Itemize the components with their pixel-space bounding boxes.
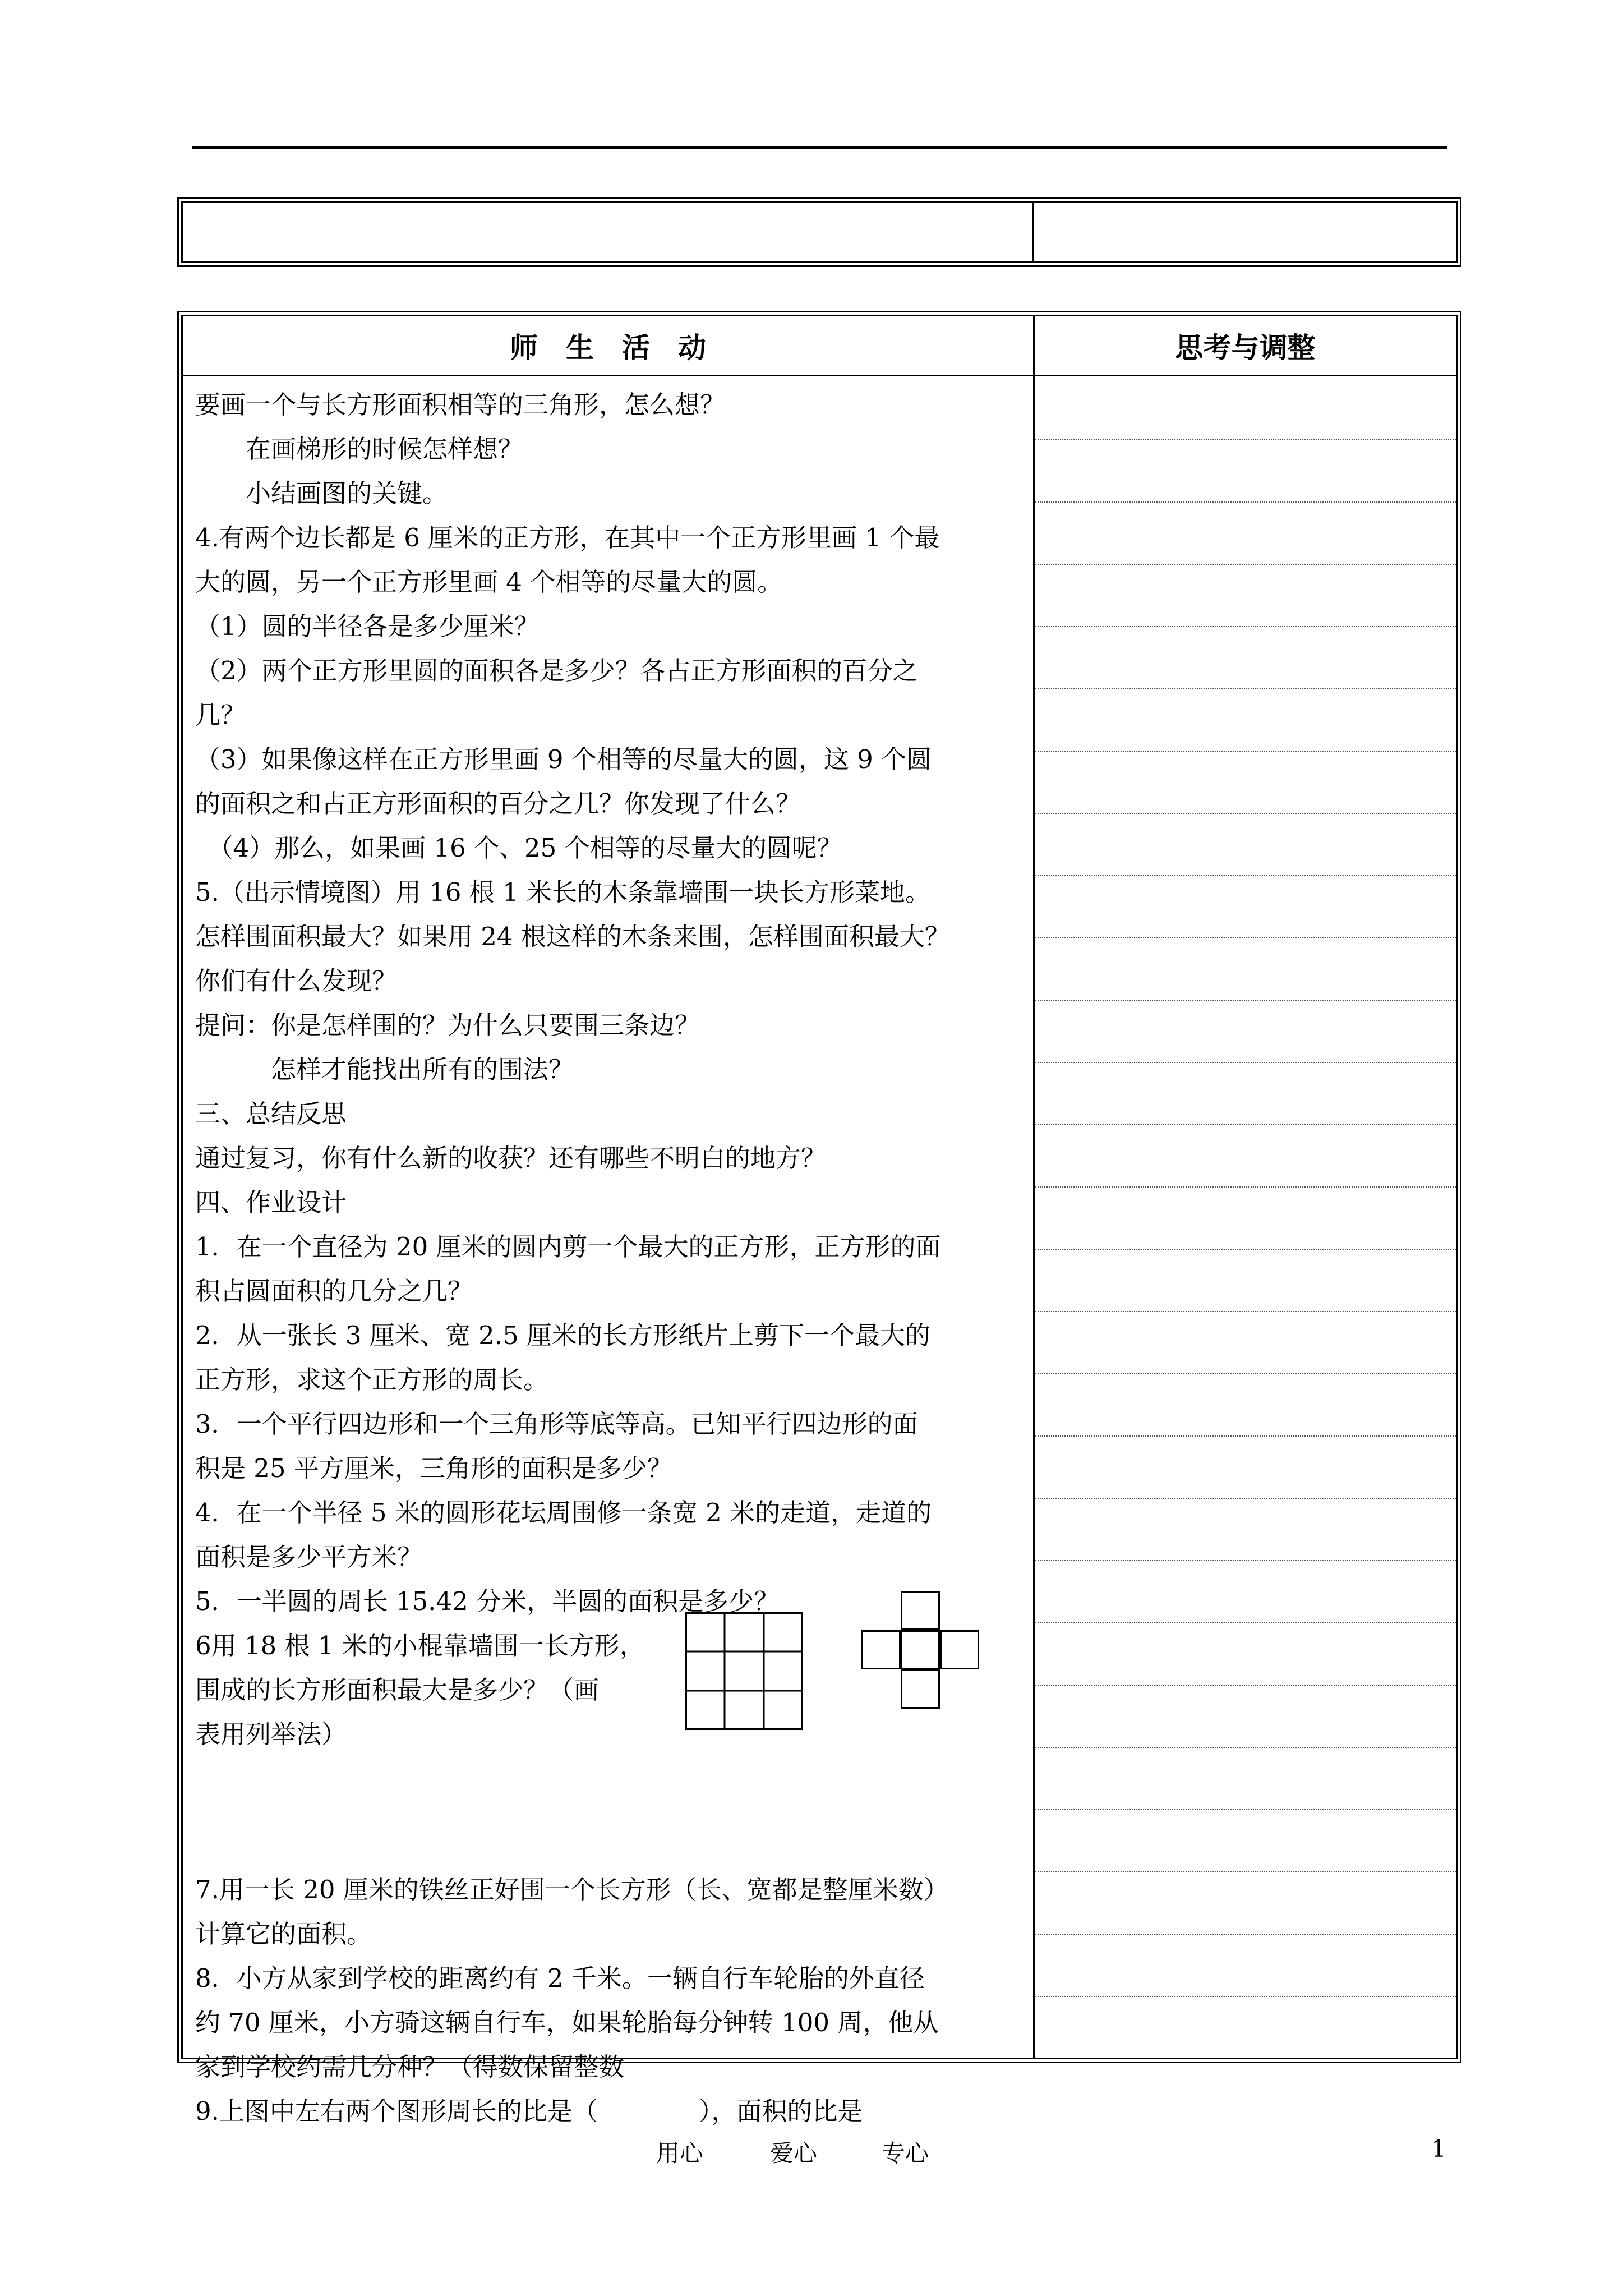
reflection-column-lines [1035, 377, 1456, 2058]
header-table [177, 197, 1461, 267]
reflection-rule-line [1035, 1373, 1456, 1374]
figure-gap [195, 1756, 1025, 1867]
lesson-table [177, 311, 1461, 2126]
header-row-divider [183, 375, 1456, 376]
text-line: 7.用一长 20 厘米的铁丝正好围一个长方形（长、宽都是整厘米数） [195, 1875, 949, 1904]
text-line: 4．在一个半径 5 米的圆形花坛周围修一条宽 2 米的走道，走道的 [195, 1498, 932, 1527]
reflection-rule-line [1035, 813, 1456, 814]
text-line: 3．一个平行四边形和一个三角形等底等高。已知平行四边形的面 [195, 1409, 918, 1439]
page-footer [0, 2135, 1623, 2169]
text-line: 的面积之和占正方形面积的百分之几？你发现了什么？ [195, 789, 801, 818]
reflection-rule-line [1035, 875, 1456, 876]
text-line: （4）那么，如果画 16 个、25 个相等的尽量大的圆呢？ [195, 833, 842, 863]
reflection-rule-line [1035, 1622, 1456, 1623]
grid-figure-outline [686, 1613, 803, 1729]
page-number: 1 [1431, 2135, 1446, 2162]
text-line: 怎样才能找出所有的围法？ [195, 1055, 574, 1084]
text-line: 4.有两个边长都是 6 厘米的正方形，在其中一个正方形里画 1 个最 [195, 523, 940, 553]
text-line: 面积是多少平方米？ [195, 1542, 423, 1572]
footer-text-1: 用心 [656, 2139, 704, 2167]
text-line: 1．在一个直径为 20 厘米的圆内剪一个最大的正方形，正方形的面 [195, 1232, 941, 1262]
text-line: 要画一个与长方形面积相等的三角形，怎么想？ [195, 390, 726, 420]
text-line: 大的圆，另一个正方形里画 4 个相等的尽量大的圆。 [195, 567, 783, 597]
text-line: 表用列举法） [195, 1719, 347, 1749]
text-line: 你们有什么发现？ [195, 966, 398, 996]
text-line: 三、总结反思 [195, 1099, 347, 1129]
text-line: （3）如果像这样在正方形里画 9 个相等的尽量大的圆，这 9 个圆 [195, 744, 932, 774]
cross-figure [861, 1591, 979, 1709]
text-line: 积是 25 平方厘米，三角形的面积是多少？ [195, 1453, 672, 1483]
header-table-divider [1032, 203, 1034, 261]
text-line: （1）圆的半径各是多少厘米？ [195, 611, 540, 641]
footer-text-3: 专心 [882, 2139, 929, 2167]
text-line: 正方形，求这个正方形的周长。 [195, 1365, 549, 1395]
footer-text-2: 爱心 [770, 2139, 818, 2167]
text-line: 积占圆面积的几分之几？ [195, 1276, 473, 1306]
reflection-rule-line [1035, 1000, 1456, 1001]
text-line: 5．一半圆的周长 15.42 分米，半圆的面积是多少？ [195, 1586, 780, 1616]
reflection-rule-line [1035, 1871, 1456, 1872]
text-line: 5.（出示情境图）用 16 根 1 米长的木条靠墙围一块长方形菜地。 [195, 877, 931, 907]
reflection-rule-line [1035, 1124, 1456, 1125]
reflection-rule-line [1035, 937, 1456, 938]
text-line: 怎样围面积最大？如果用 24 根这样的木条来围，怎样围面积最大？ [195, 922, 950, 951]
reflection-rule-line [1035, 1747, 1456, 1748]
reflection-rule-line [1035, 688, 1456, 689]
reflection-rule-line [1035, 1311, 1456, 1312]
reflection-rule-line [1035, 501, 1456, 503]
text-line: 几？ [195, 700, 246, 730]
text-line: 小结画图的关键。 [195, 478, 448, 508]
text-line: 9.上图中左右两个图形周长的比是（ ），面积的比是 [195, 2096, 863, 2126]
text-line: 家到学校约需几分种？（得数保留整数 [195, 2052, 625, 2082]
text-line: 约 70 厘米，小方骑这辆自行车，如果轮胎每分钟转 100 周，他从 [195, 2008, 939, 2037]
text-line: 在画梯形的时候怎样想？ [195, 434, 524, 464]
reflection-rule-line [1035, 1498, 1456, 1499]
text-line: 8．小方从家到学校的距离约有 2 千米。一辆自行车轮胎的外直径 [195, 1963, 925, 1993]
reflection-rule-line [1035, 1809, 1456, 1810]
reflection-rule-line [1035, 1934, 1456, 1935]
reflection-rule-line [1035, 1560, 1456, 1561]
reflection-rule-line [1035, 439, 1456, 440]
header-rule [192, 146, 1447, 149]
grid-figure [685, 1612, 803, 1730]
text-line: 四、作业设计 [195, 1188, 347, 1217]
text-line: （2）两个正方形里圆的面积各是多少？各占正方形面积的百分之 [195, 656, 918, 685]
reflection-rule-line [1035, 751, 1456, 752]
activities-content [195, 383, 1025, 2133]
reflection-rule-line [1035, 1249, 1456, 1250]
text-line: 围成的长方形面积最大是多少？（画 [195, 1675, 600, 1705]
reflection-rule-line [1035, 564, 1456, 565]
text-line: 6用 18 根 1 米的小棍靠墙围一长方形， [195, 1631, 645, 1660]
reflection-rule-line [1035, 1186, 1456, 1188]
reflection-rule-line [1035, 1996, 1456, 1997]
reflection-rule-line [1035, 1435, 1456, 1437]
text-line: 通过复习，你有什么新的收获？还有哪些不明白的地方？ [195, 1143, 827, 1173]
column-header-activities: 师 生 活 动 [510, 332, 706, 364]
text-line: 2．从一张长 3 厘米、宽 2.5 厘米的长方形纸片上剪下一个最大的 [195, 1320, 931, 1350]
reflection-rule-line [1035, 1062, 1456, 1063]
column-header-reflection: 思考与调整 [1175, 332, 1316, 364]
reflection-rule-line [1035, 1685, 1456, 1686]
text-line: 计算它的面积。 [195, 1919, 372, 1949]
reflection-rule-line [1035, 626, 1456, 627]
text-line: 提问：你是怎样围的？为什么只要围三条边？ [195, 1010, 700, 1040]
